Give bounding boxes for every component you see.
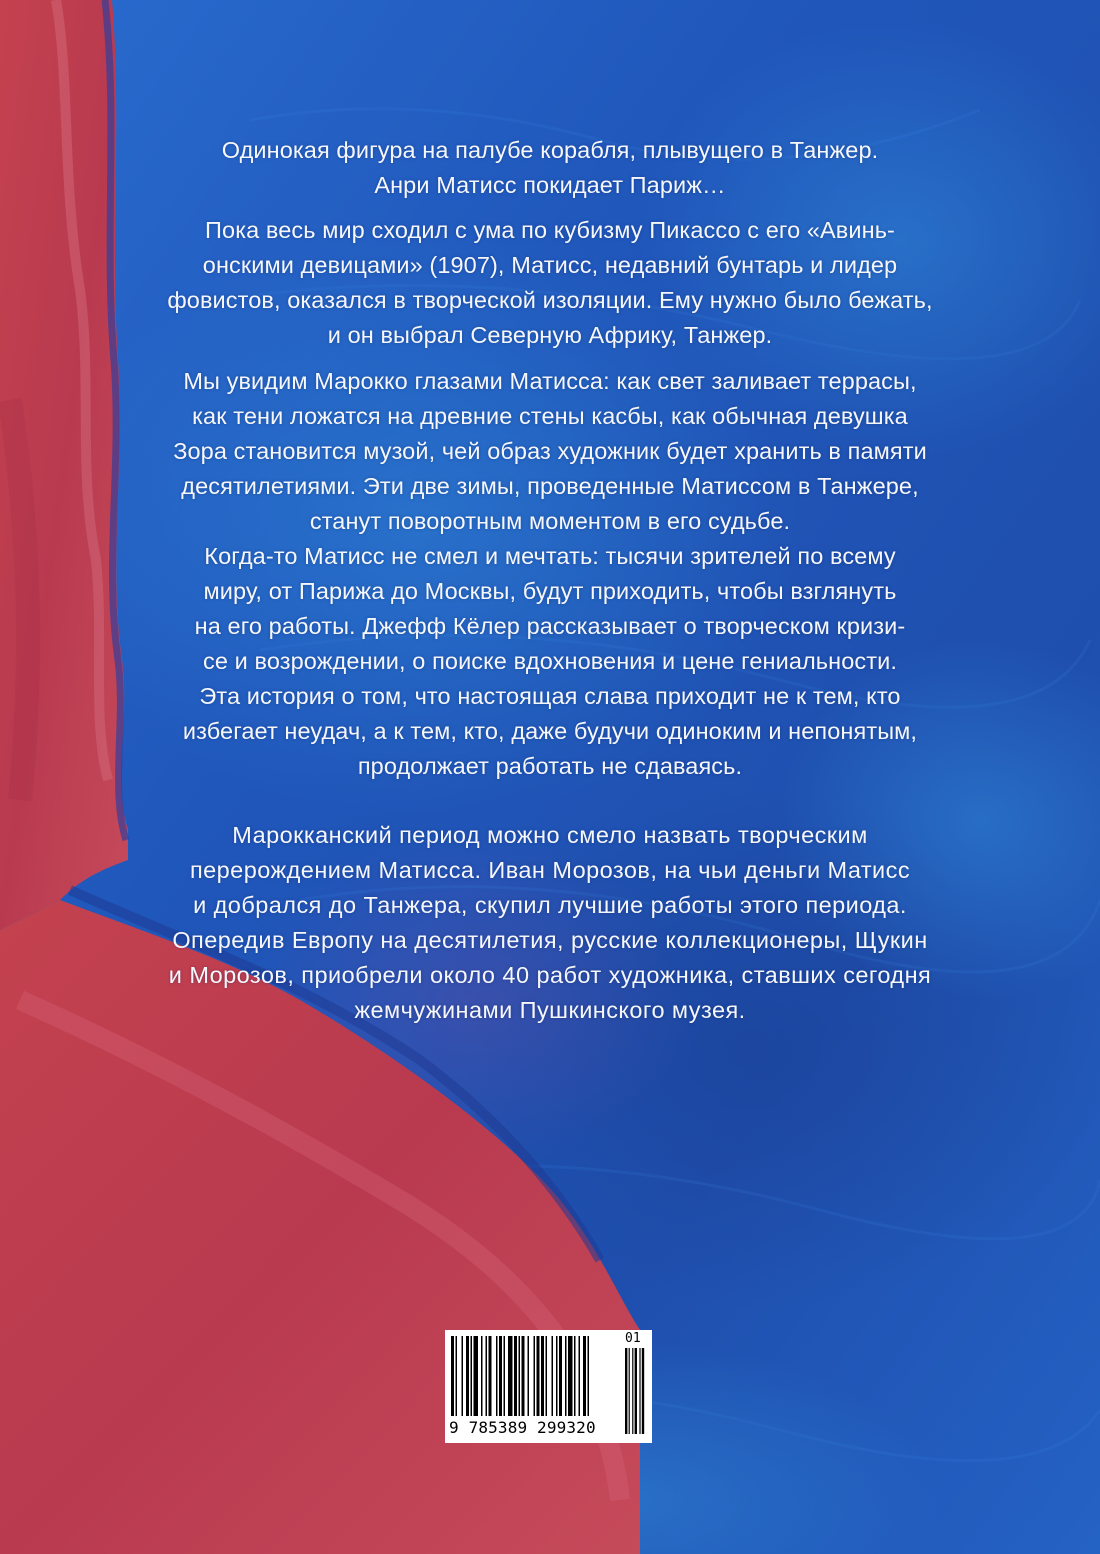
barcode-addon-number: 01 xyxy=(625,1331,641,1346)
text-line: Опередив Европу на десятилетия, русские коллекционеры, Щукин xyxy=(172,927,928,953)
text-line: Анри Матисс покидает Париж… xyxy=(374,172,726,198)
text-line: избегает неудач, а к тем, кто, даже будучи одиноким и непонятым, xyxy=(182,718,918,744)
isbn-number: 9 785389 299320 xyxy=(449,1418,596,1437)
text-line: и Морозов, приобрели около 40 работ художника, ставших сегодня xyxy=(168,962,932,988)
text-line: станут поворотным моментом в его судьбе. xyxy=(309,508,791,534)
collectors-paragraph xyxy=(160,818,940,1028)
text-line: на его работы. Джефф Кёлер рассказывает о творческом кризи- xyxy=(194,613,906,639)
text-line: се и возрождении, о поиске вдохновения и цене гениальности. xyxy=(203,648,897,674)
intro-paragraph xyxy=(160,133,940,203)
text-line: и он выбрал Северную Африку, Танжер. xyxy=(327,322,773,348)
context-paragraph xyxy=(160,213,940,353)
text-line: перерождением Матисса. Иван Морозов, на чьи деньги Матисс xyxy=(189,857,911,883)
text-line: Мы увидим Марокко глазами Матисса: как свет заливает террасы, xyxy=(183,368,917,394)
text-line: миру, от Парижа до Москвы, будут приходить, чтобы взглянуть xyxy=(203,578,897,604)
text-line: фовистов, оказался в творческой изоляции. Ему нужно было бежать, xyxy=(167,287,933,313)
text-line: и добрался до Танжера, скупил лучшие работы этого периода. xyxy=(193,892,907,918)
text-line: Когда-то Матисс не смел и мечтать: тысячи зрителей по всему xyxy=(204,543,896,569)
isbn-barcode xyxy=(445,1330,652,1443)
text-line: десятилетиями. Эти две зимы, проведенные Матиссом в Танжере, xyxy=(181,473,919,499)
text-line: продолжает работать не сдаваясь. xyxy=(357,753,743,779)
text-line: Эта история о том, что настоящая слава приходит не к тем, кто xyxy=(199,683,901,709)
author-paragraph xyxy=(160,539,940,784)
text-line: Зора становится музой, чей образ художник будет хранить в памяти xyxy=(173,438,927,464)
text-line: Одинокая фигура на палубе корабля, плывущего в Танжер. xyxy=(221,137,879,163)
morocco-paragraph xyxy=(160,364,940,539)
text-line: жемчужинами Пушкинского музея. xyxy=(354,997,746,1023)
text-line: Марокканский период можно смело назвать творческим xyxy=(232,822,868,848)
text-line: как тени ложатся на древние стены касбы, как обычная девушка xyxy=(192,403,908,429)
text-line: Пока весь мир сходил с ума по кубизму Пикассо с его «Авинь- xyxy=(205,217,895,243)
text-line: онскими девицами» (1907), Матисс, недавний бунтарь и лидер xyxy=(202,252,898,278)
